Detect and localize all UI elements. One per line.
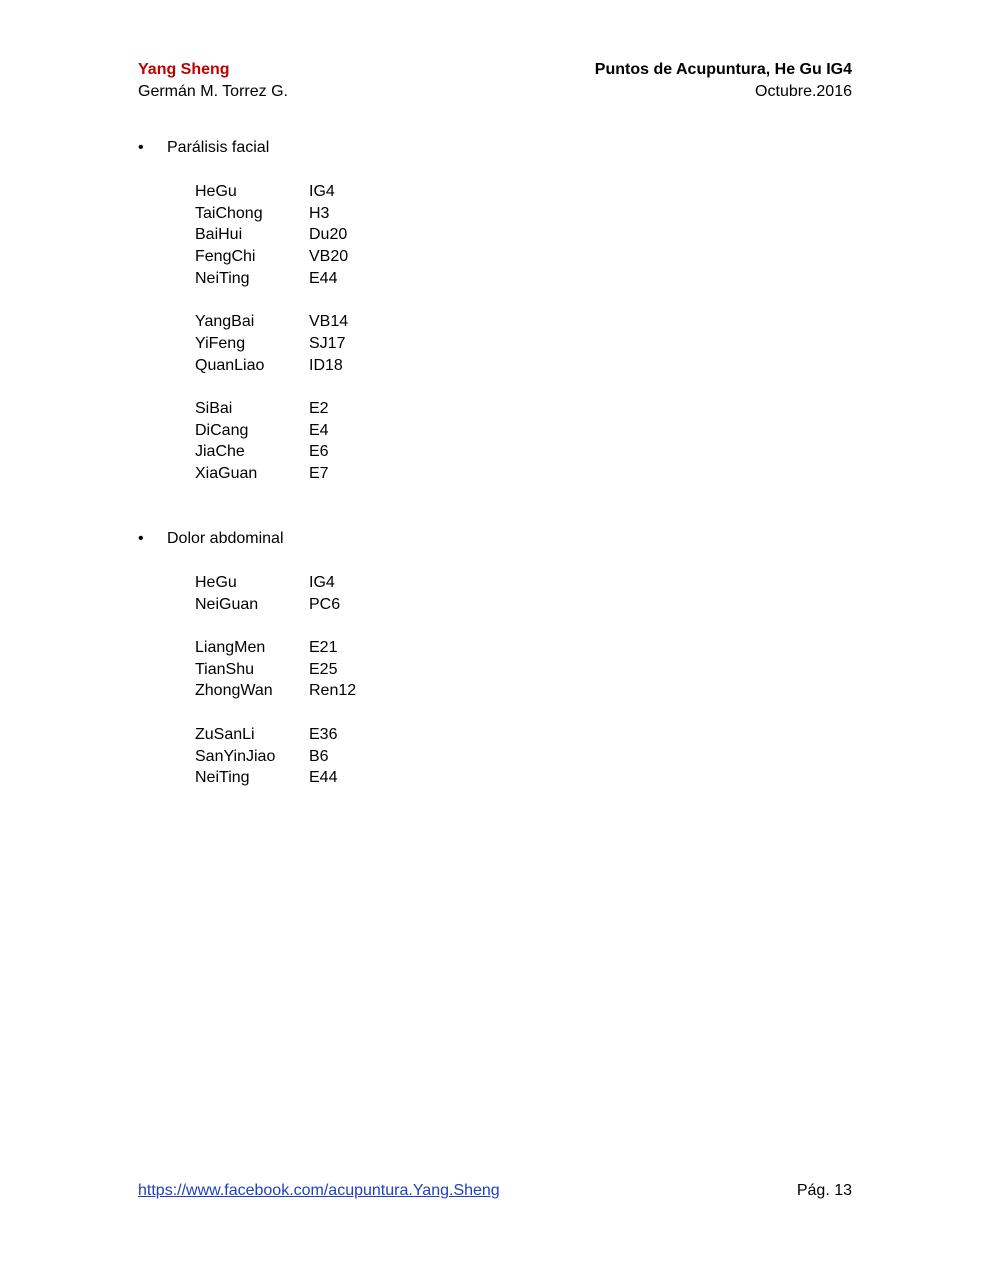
point-row <box>195 767 356 789</box>
bullet-icon: • <box>138 530 144 547</box>
point-row <box>195 224 348 246</box>
facebook-link[interactable]: https://www.facebook.com/acupuntura.Yang.Sheng <box>138 1182 500 1199</box>
point-code: E36 <box>309 725 338 743</box>
point-name: NeiTing <box>195 769 250 787</box>
point-name: SiBai <box>195 399 233 417</box>
point-code: PC6 <box>309 595 341 613</box>
point-row <box>195 659 356 681</box>
point-group <box>195 311 348 376</box>
point-row <box>195 594 356 616</box>
point-name: ZhongWan <box>195 682 273 700</box>
point-name: ZuSanLi <box>195 725 255 743</box>
point-name: YangBai <box>195 313 255 331</box>
point-row <box>195 680 356 702</box>
point-name: SanYinJiao <box>195 747 276 765</box>
point-row <box>195 572 356 594</box>
point-name: HeGu <box>195 574 237 591</box>
point-code: E25 <box>309 660 338 678</box>
point-code: ID18 <box>309 356 343 374</box>
point-row <box>195 463 348 485</box>
point-code: VB20 <box>309 248 349 266</box>
author-name: Germán M. Torrez G. <box>138 83 288 100</box>
point-code: VB14 <box>309 313 349 331</box>
point-row <box>195 268 348 290</box>
point-group <box>195 637 356 702</box>
point-group <box>195 572 356 615</box>
point-name: YiFeng <box>195 334 246 352</box>
point-row <box>195 724 356 746</box>
point-name: JiaChe <box>195 443 245 461</box>
document-date: Octubre.2016 <box>755 83 852 100</box>
section-heading <box>138 528 356 550</box>
point-code: SJ17 <box>309 334 346 352</box>
point-name: DiCang <box>195 421 249 439</box>
document-title: Puntos de Acupuntura, He Gu IG4 <box>594 61 852 78</box>
point-groups <box>195 181 348 485</box>
point-row <box>195 398 348 420</box>
point-group <box>195 181 348 289</box>
point-code: E21 <box>309 639 338 657</box>
section-heading <box>138 137 348 159</box>
point-code: E4 <box>309 421 329 439</box>
point-code: IG4 <box>309 574 335 591</box>
point-code: Ren12 <box>309 682 357 700</box>
point-name: FengChi <box>195 248 256 266</box>
point-row <box>195 441 348 463</box>
point-name: HeGu <box>195 183 237 200</box>
point-row <box>195 333 348 355</box>
page-header-right <box>595 59 852 103</box>
point-code: H3 <box>309 204 330 222</box>
point-row <box>195 355 348 377</box>
point-code: E7 <box>309 464 329 482</box>
point-code: E6 <box>309 443 329 461</box>
point-name: TaiChong <box>195 204 263 222</box>
point-code: IG4 <box>309 183 335 200</box>
point-row <box>195 181 348 203</box>
point-name: BaiHui <box>195 226 243 244</box>
point-name: QuanLiao <box>195 356 265 374</box>
section-title: Dolor abdominal <box>167 530 284 547</box>
point-group <box>195 724 356 789</box>
point-code: E44 <box>309 269 338 287</box>
point-groups <box>195 572 356 789</box>
point-row <box>195 420 348 442</box>
point-code: E2 <box>309 399 329 417</box>
point-name: XiaGuan <box>195 464 258 482</box>
point-name: TianShu <box>195 660 254 678</box>
point-code: Du20 <box>309 226 348 244</box>
point-name: NeiTing <box>195 269 250 287</box>
point-code: B6 <box>309 747 329 765</box>
point-row <box>195 746 356 768</box>
point-code: E44 <box>309 769 338 787</box>
page-header-left <box>138 59 288 103</box>
brand-name: Yang Sheng <box>138 61 230 78</box>
section-paralisis-facial <box>138 137 348 506</box>
point-name: NeiGuan <box>195 595 259 613</box>
point-row <box>195 246 348 268</box>
page-number: Pág. 13 <box>796 1182 852 1199</box>
point-row <box>195 311 348 333</box>
section-title: Parálisis facial <box>167 139 270 156</box>
point-group <box>195 398 348 485</box>
point-name: LiangMen <box>195 639 266 657</box>
bullet-icon: • <box>138 139 144 156</box>
point-row <box>195 203 348 225</box>
point-row <box>195 637 356 659</box>
section-dolor-abdominal <box>138 528 356 811</box>
